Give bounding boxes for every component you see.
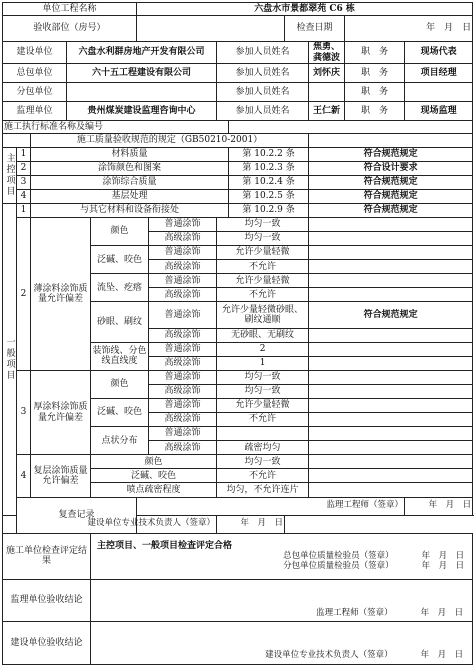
multi-row-result xyxy=(309,483,473,497)
thick-dot-normal-result xyxy=(309,427,473,441)
general-contractor-label: 总包单位 xyxy=(3,64,67,83)
thick-alkali-normal-result xyxy=(309,398,473,412)
supervisor-person-value: 王仁新 xyxy=(309,102,345,121)
general-item-name: 与其它材料和设备衔接处 xyxy=(31,203,229,217)
inspection-part-label: 验收部位（房号） xyxy=(3,16,137,42)
thick-color-normal-result xyxy=(309,370,473,384)
construction-result-label: 施工单位检查评定结果 xyxy=(3,533,91,579)
thick-dot-normal-value xyxy=(217,427,309,441)
construction-sig-line-2 xyxy=(91,562,472,572)
multi-row-result xyxy=(309,469,473,483)
thick-color-normal-value: 均匀一致 xyxy=(217,370,309,384)
supervision-signature: 监理工程师（签章） xyxy=(316,607,393,618)
thick-coating-label: 厚涂料涂饰质量允许偏差 xyxy=(31,370,91,454)
supervision-conclusion-label: 监理单位验收结论 xyxy=(3,580,91,622)
thin-line-normal-result xyxy=(309,342,473,356)
supervisor-unit-label: 监理单位 xyxy=(3,102,67,121)
multi-row-value: 均匀一致 xyxy=(217,455,309,469)
thin-sand-normal-label: 普通涂饰 xyxy=(149,302,217,328)
thick-alkali-advanced-value: 不允许 xyxy=(217,413,309,427)
thin-color-advanced-result xyxy=(309,232,473,246)
owner-duty-label: 职 务 xyxy=(345,42,405,64)
thin-coating-result: 符合规范规定 xyxy=(309,302,473,328)
construction-result-cell xyxy=(91,533,473,579)
thin-coating-no: 2 xyxy=(17,217,31,370)
thin-flow-advanced-label: 高级涂饰 xyxy=(149,288,217,302)
main-item-name: 材料质量 xyxy=(31,147,229,161)
thick-alkali-advanced-label: 高级涂饰 xyxy=(149,413,217,427)
main-item-no: 3 xyxy=(17,175,31,189)
owner-sig-line xyxy=(92,651,471,661)
main-item-name: 涂饰综合质量 xyxy=(31,175,229,189)
thin-flow-normal-value: 允许少量轻微 xyxy=(217,274,309,288)
supervision-date: 年 月 日 xyxy=(420,607,464,618)
main-item-clause: 第 10.2.2 条 xyxy=(229,147,309,161)
owner-unit-label: 建设单位 xyxy=(3,42,67,64)
thin-color-advanced-value: 均匀一致 xyxy=(217,232,309,246)
subcontractor-person-value xyxy=(309,83,345,102)
main-item-result: 符合规范规定 xyxy=(309,175,473,189)
thin-alkali-normal-result xyxy=(309,246,473,260)
review-date-1: 年 月 日 xyxy=(405,497,473,515)
general-contractor-person-label: 参加人员姓名 xyxy=(217,64,309,83)
general-item-result: 符合规范规定 xyxy=(309,203,473,217)
thin-alkali-normal-label: 普通涂饰 xyxy=(149,246,217,260)
thick-alkali-normal-value: 允许少量轻微 xyxy=(217,398,309,412)
spec-header-blank xyxy=(3,134,31,147)
supervisor-duty-value: 现场监理 xyxy=(405,102,473,121)
thin-line-normal-value: 2 xyxy=(217,342,309,356)
thick-dot-advanced-value: 疏密均匀 xyxy=(217,441,309,455)
thick-color-advanced-value: 均匀一致 xyxy=(217,384,309,398)
general-contractor-value: 六十五工程建设有限公司 xyxy=(67,64,217,83)
thick-color-name: 颜色 xyxy=(91,370,149,398)
subcontractor-duty-value xyxy=(405,83,473,102)
main-item-clause: 第 10.2.3 条 xyxy=(229,161,309,175)
owner-signature: 建设单位专业技术负责人（签章） xyxy=(265,650,393,661)
thin-line-normal-label: 普通涂饰 xyxy=(149,342,217,356)
thin-color-name: 颜色 xyxy=(91,217,149,245)
multi-row-value: 不允许 xyxy=(217,469,309,483)
owner-duty-value: 现场代表 xyxy=(405,42,473,64)
main-item-no: 1 xyxy=(17,147,31,161)
subcontractor-duty-label: 职 务 xyxy=(345,83,405,102)
thin-alkali-advanced-label: 高级涂饰 xyxy=(149,260,217,274)
thin-color-normal-label: 普通涂饰 xyxy=(149,217,217,231)
main-item-name: 基层处理 xyxy=(31,189,229,203)
inspection-date-label: 检查日期 xyxy=(285,16,345,42)
thin-alkali-advanced-result xyxy=(309,260,473,274)
spec-header: 施工质量验收规范的规定（GB50210-2001） xyxy=(31,134,309,147)
review-signature-owner: 建设单位专业技术负责人（签章） xyxy=(3,515,217,533)
supervisor-unit-value: 贵州煤炭建设监理咨询中心 xyxy=(67,102,217,121)
thin-color-advanced-label: 高级涂饰 xyxy=(149,232,217,246)
thin-flow-advanced-result xyxy=(309,288,473,302)
general-item-clause: 第 10.2.9 条 xyxy=(229,203,309,217)
thin-coating-label: 薄涂料涂饰质量允许偏差 xyxy=(31,217,91,370)
main-item-result: 符合设计要求 xyxy=(309,161,473,175)
thin-sand-advanced-value: 无砂眼、无刷纹 xyxy=(217,328,309,342)
supervisor-duty-label: 职 务 xyxy=(345,102,405,121)
construction-result-text: 主控项目、一般项目检查评定合格 xyxy=(97,541,233,552)
supervisor-person-label: 参加人员姓名 xyxy=(217,102,309,121)
owner-conclusion-cell xyxy=(91,622,473,665)
supervision-sig-line xyxy=(92,609,471,619)
standard-value xyxy=(229,121,473,134)
owner-person-label: 参加人员姓名 xyxy=(217,42,309,64)
thin-flow-name: 流坠、疙瘩 xyxy=(91,274,149,302)
standard-label: 施工执行标准名称及编号 xyxy=(3,121,229,134)
thick-color-normal-label: 普通涂饰 xyxy=(149,370,217,384)
construction-signature-sub: 分包单位质量检验员（签章） xyxy=(283,560,394,571)
inspection-form-table xyxy=(2,2,473,665)
supervision-conclusion-cell xyxy=(91,580,473,622)
thick-dot-advanced-label: 高级涂饰 xyxy=(149,441,217,455)
owner-conclusion-label: 建设单位验收结论 xyxy=(3,622,91,665)
thick-color-advanced-result xyxy=(309,384,473,398)
spec-header-result-blank xyxy=(309,134,473,147)
subcontractor-person-label: 参加人员姓名 xyxy=(217,83,309,102)
construction-sig-line-1 xyxy=(91,552,472,562)
owner-date: 年 月 日 xyxy=(420,650,464,661)
main-item-no: 4 xyxy=(17,189,31,203)
multi-coating-no: 4 xyxy=(17,455,31,497)
owner-unit-value: 六盘水利群房地产开发有限公司 xyxy=(67,42,217,64)
thick-dot-advanced-result xyxy=(309,441,473,455)
thin-alkali-normal-value: 允许少量轻微 xyxy=(217,246,309,260)
thick-alkali-advanced-result xyxy=(309,413,473,427)
thick-color-advanced-label: 高级涂饰 xyxy=(149,384,217,398)
review-signature-supervisor: 监理工程师（签章） xyxy=(137,497,405,515)
multi-row-value: 均匀，不允许连片 xyxy=(217,483,309,497)
main-control-label: 主控项目 xyxy=(3,147,17,203)
thin-flow-normal-label: 普通涂饰 xyxy=(149,274,217,288)
thin-alkali-advanced-value: 不允许 xyxy=(217,260,309,274)
main-item-clause: 第 10.2.5 条 xyxy=(229,189,309,203)
thin-color-normal-value: 均匀一致 xyxy=(217,217,309,231)
main-item-clause: 第 10.2.4 条 xyxy=(229,175,309,189)
subcontractor-label: 分包单位 xyxy=(3,83,67,102)
thin-line-advanced-label: 高级涂饰 xyxy=(149,356,217,370)
main-item-name: 涂饰颜色和图案 xyxy=(31,161,229,175)
construction-signature-general: 总包单位质量检验员（签章） xyxy=(283,550,394,561)
general-contractor-duty-label: 职 务 xyxy=(345,64,405,83)
main-item-result: 符合规范规定 xyxy=(309,147,473,161)
thick-dot-normal-label: 普通涂饰 xyxy=(149,427,217,441)
multi-row-name: 泛碱、咬色 xyxy=(91,469,217,483)
thin-line-advanced-result xyxy=(309,356,473,370)
main-item-result: 符合规范规定 xyxy=(309,189,473,203)
thin-sand-advanced-result xyxy=(309,328,473,342)
construction-date-1: 年 月 日 xyxy=(421,550,465,561)
general-contractor-duty-value: 项目经理 xyxy=(405,64,473,83)
thick-coating-no: 3 xyxy=(17,370,31,454)
thick-alkali-normal-label: 普通涂饰 xyxy=(149,398,217,412)
general-contractor-person-value: 刘怀庆 xyxy=(309,64,345,83)
thin-sand-normal-value: 允许少量轻微砂眼、刷纹通顺 xyxy=(217,302,309,328)
project-name-value: 六盘水市景都翠苑 C6 栋 xyxy=(137,3,473,16)
thin-line-name: 装饰线、分色线直线度 xyxy=(91,342,149,370)
construction-date-2: 年 月 日 xyxy=(421,560,465,571)
inspection-part-value xyxy=(137,16,285,42)
thick-alkali-name: 泛碱、咬色 xyxy=(91,398,149,426)
subcontractor-value xyxy=(67,83,217,102)
thin-flow-normal-result xyxy=(309,274,473,288)
review-record-label: 复查记录 xyxy=(17,497,137,533)
thin-flow-advanced-value: 不允许 xyxy=(217,288,309,302)
review-date-2: 年 月 日 xyxy=(217,515,285,533)
thin-color-normal-result xyxy=(309,217,473,231)
thin-line-advanced-value: 1 xyxy=(217,356,309,370)
general-items-label: 一般项目 xyxy=(3,203,17,515)
main-item-no: 2 xyxy=(17,161,31,175)
multi-row-name: 喷点疏密程度 xyxy=(91,483,217,497)
thin-alkali-name: 泛碱、咬色 xyxy=(91,246,149,274)
multi-row-name: 颜色 xyxy=(91,455,217,469)
multi-coating-label: 复层涂饰质量允许偏差 xyxy=(31,455,91,497)
multi-row-result xyxy=(309,455,473,469)
general-item-no: 1 xyxy=(17,203,31,217)
thick-dot-name: 点状分布 xyxy=(91,427,149,455)
project-name-label: 单位工程名称 xyxy=(3,3,137,16)
inspection-date-value: 年 月 日 xyxy=(345,16,473,42)
thin-sand-name: 砂眼、刷纹 xyxy=(91,302,149,342)
owner-person-value: 焦勇、龚德波 xyxy=(309,42,345,64)
thin-sand-advanced-label: 高级涂饰 xyxy=(149,328,217,342)
